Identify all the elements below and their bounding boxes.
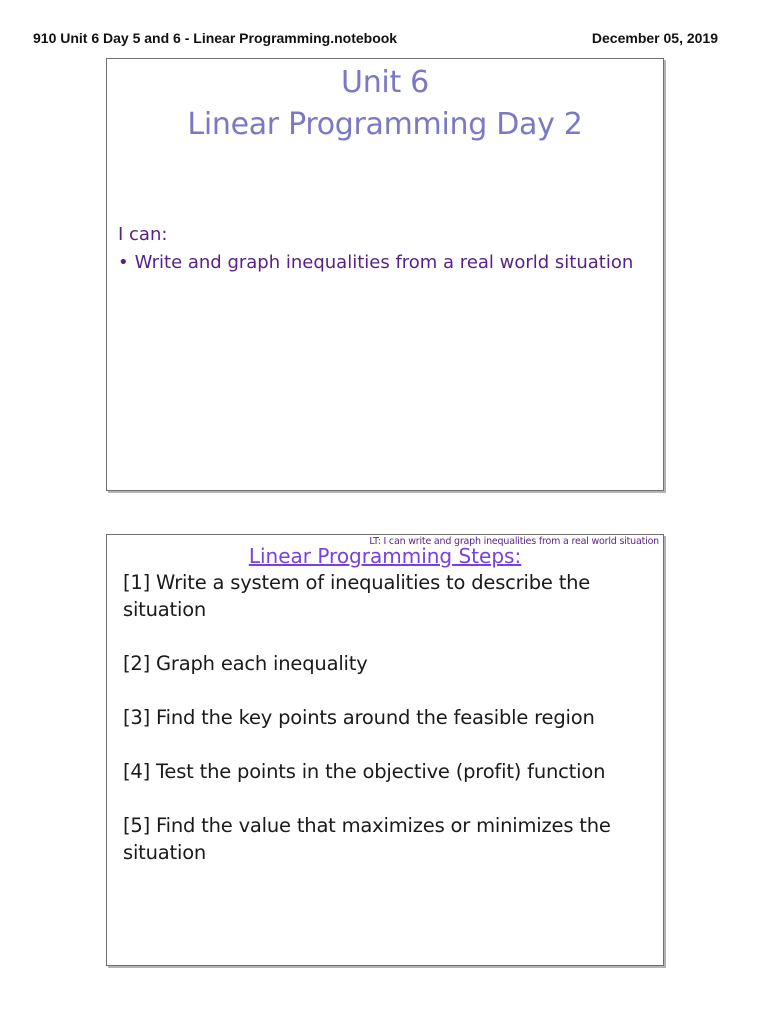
step-3: [3] Find the key points around the feasible region — [123, 706, 595, 729]
notebook-title: 910 Unit 6 Day 5 and 6 - Linear Programming.notebook — [33, 30, 398, 46]
ican-item-text: Write and graph inequalities from a real world situation — [134, 252, 634, 273]
step-5: [5] Find the value that maximizes or minimizes the situation — [123, 814, 611, 864]
steps-list — [123, 569, 653, 893]
ican-item — [118, 249, 648, 277]
bullet-icon: • — [118, 252, 129, 273]
slide-title-unit: Unit 6 — [341, 65, 429, 100]
step-1: [1] Write a system of inequalities to describe the situation — [123, 571, 591, 621]
learning-target-note: LT: I can write and graph inequalities from a real world situation — [369, 536, 659, 547]
step-4: [4] Test the points in the objective (profit) function — [123, 760, 606, 783]
slide-lp-steps — [106, 534, 664, 966]
notebook-date: December 05, 2019 — [591, 30, 718, 46]
step-2: [2] Graph each inequality — [123, 652, 368, 675]
steps-title-text: Linear Programming Steps: — [248, 544, 522, 568]
slide-title-topic: Linear Programming Day 2 — [187, 107, 583, 142]
slide-unit6-title — [106, 58, 664, 491]
learning-target-block — [118, 221, 648, 277]
steps-title — [107, 543, 663, 569]
ican-heading: I can: — [118, 224, 168, 245]
